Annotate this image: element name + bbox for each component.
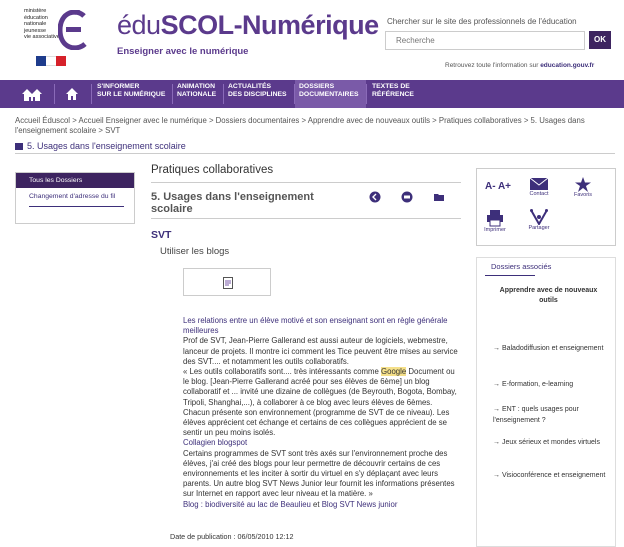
nav-line: ACTUALITÉS bbox=[228, 83, 272, 90]
site-header bbox=[0, 0, 624, 80]
nav-separator bbox=[91, 84, 92, 104]
search-input[interactable] bbox=[385, 31, 585, 50]
nav-line: ANIMATION bbox=[177, 83, 216, 90]
publication-date: Date de publication : 06/05/2010 12:12 bbox=[170, 532, 294, 541]
page-heading-text: 5. Usages dans l'enseignement scolaire bbox=[27, 141, 186, 151]
contact-button[interactable] bbox=[527, 177, 551, 197]
nav-separator bbox=[223, 84, 224, 104]
nav-line: DOSSIERS bbox=[299, 83, 335, 90]
nav-line: SUR LE NUMÉRIQUE bbox=[97, 91, 166, 98]
article-text: Document ou le blog. [Jean-Pierre Gallerand acréé pour ses élèves de 6ème] un blog collaboratif et ... invité une dizaine de collègues (de Beyrouth, Bogota, Bombay, Tripoli, Shanghai,...), à collaborer à ce blog avec leurs élèves de 6èmes. Chacun présente son environnement (programme de SVT de ce niveau). Les élèves apprécient cet échange et certains de ces collègues apprécient de se sentir un peu moins isolés. bbox=[183, 367, 457, 438]
nav-dossiers[interactable] bbox=[295, 80, 366, 108]
tools-panel bbox=[476, 168, 616, 246]
section-title: Pratiques collaboratives bbox=[151, 164, 274, 176]
nav-animation[interactable] bbox=[177, 83, 216, 99]
related-parent-link[interactable]: Apprendre avec de nouveaux outils bbox=[499, 287, 598, 304]
document-thumbnail[interactable] bbox=[183, 268, 271, 296]
article-paragraph: Certains programmes de SVT sont très axés sur l'environnement proche des élèves, j'ai créé des blogs pour leur permettre de découvrir certains de ces environnements et les inciter à sortir du virtuel en s'y déplaçant avec leurs parents. Un autre blog SVT News Junior leur fournit les informations présentes sur Internet en rapport avec leur niveau et la matière. » bbox=[183, 448, 455, 499]
share-icon bbox=[530, 209, 548, 225]
article-lead-link[interactable]: Les relations entre un élève motivé et son enseignant sont en règle générale meilleures bbox=[183, 316, 448, 336]
ministry-line: ministère bbox=[24, 8, 47, 14]
site-logo[interactable] bbox=[117, 10, 379, 41]
divider bbox=[151, 218, 461, 219]
mail-icon bbox=[529, 177, 549, 191]
nav-textes[interactable] bbox=[372, 83, 414, 99]
usage-title: 5. Usages dans l'enseignement scolaire bbox=[151, 191, 314, 215]
subject-heading: SVT bbox=[151, 229, 172, 241]
tool-label: Favoris bbox=[573, 192, 593, 198]
folder-square-icon bbox=[15, 143, 23, 150]
svt-news-junior-link[interactable]: Blog SVT News junior bbox=[321, 499, 398, 509]
tool-label: Partager bbox=[528, 225, 550, 231]
ministry-line: vie associative bbox=[24, 34, 60, 41]
group-home-button[interactable] bbox=[14, 80, 50, 108]
nav-line: NATIONALE bbox=[177, 91, 217, 98]
ministry-text bbox=[24, 8, 60, 41]
main-navbar bbox=[0, 80, 624, 108]
ministry-logo[interactable] bbox=[18, 8, 70, 70]
related-item[interactable]: → ENT : quels usages pour l'enseignement ? bbox=[493, 406, 579, 424]
back-icon[interactable] bbox=[369, 191, 381, 203]
nav-separator bbox=[366, 84, 367, 104]
article-paragraph: Prof de SVT, Jean-Pierre Gallerand est aussi auteur de logiciels, webmestre, lanceur de projets. Il montre ici comment les Tice peuvent être mises au service des SVT.... et notamment les outils collaboratifs. bbox=[183, 336, 458, 366]
related-dossiers-panel bbox=[476, 257, 616, 547]
ministry-line: éducation bbox=[24, 14, 48, 21]
related-item[interactable]: → E-formation, e-learning bbox=[493, 381, 574, 388]
rss-icon[interactable] bbox=[401, 191, 413, 203]
article-body bbox=[183, 316, 458, 510]
divider bbox=[15, 153, 615, 154]
subsection-heading: Utiliser les blogs bbox=[160, 246, 230, 257]
all-dossiers-link[interactable]: Tous les Dossiers bbox=[16, 173, 134, 188]
related-item[interactable]: → Visioconférence et enseignement bbox=[493, 472, 606, 479]
ministry-e-icon bbox=[58, 10, 88, 50]
nav-separator bbox=[172, 84, 173, 104]
ministry-line: nationale bbox=[24, 21, 47, 28]
divider bbox=[151, 182, 461, 183]
related-item[interactable]: → Jeux sérieux et mondes virtuels bbox=[493, 439, 600, 446]
nav-line: RÉFÉRENCE bbox=[372, 91, 414, 98]
nav-line: S'INFORMER bbox=[97, 83, 140, 90]
nav-line: DOCUMENTAIRES bbox=[299, 91, 359, 98]
tool-label: Imprimer bbox=[484, 227, 506, 233]
logo-subtitle: Enseigner avec le numérique bbox=[117, 46, 249, 57]
page-heading bbox=[15, 141, 186, 151]
folder-icon[interactable] bbox=[433, 191, 445, 203]
left-sidebar bbox=[15, 172, 135, 224]
breadcrumb[interactable]: Accueil Éduscol > Accueil Enseigner avec le numérique > Dossiers documentaires > Apprendre avec de nouveaux outils > Pratiques collaboratives > 5. Usages dans l'enseignement scolaire > SVT bbox=[15, 116, 585, 135]
tool-label: Contact bbox=[529, 191, 549, 197]
highlighted-word: Google bbox=[381, 367, 407, 377]
home-icon bbox=[65, 87, 79, 101]
nav-line: TEXTES DE bbox=[372, 83, 410, 90]
group-home-icon bbox=[21, 86, 43, 102]
change-feed-address-link[interactable]: Changement d'adresse du fil bbox=[29, 193, 116, 200]
ministry-line: jeunesse bbox=[24, 27, 47, 34]
french-flag-icon bbox=[36, 56, 66, 66]
star-icon bbox=[575, 177, 591, 192]
collagien-link[interactable]: Collagien blogspot bbox=[183, 438, 248, 448]
related-item[interactable]: → Baladodiffusion et enseignement bbox=[493, 345, 604, 352]
logo-rest: SCOL-Numérique bbox=[160, 10, 379, 40]
nav-line: DES DISCIPLINES bbox=[228, 91, 287, 98]
print-button[interactable] bbox=[483, 209, 507, 233]
retrouvez-line bbox=[445, 62, 594, 69]
divider bbox=[29, 206, 124, 207]
search-ok-button[interactable]: OK bbox=[589, 31, 611, 49]
nav-actualites[interactable] bbox=[228, 83, 287, 99]
divider bbox=[485, 275, 535, 276]
search-label: Chercher sur le site des professionnels de l'éducation bbox=[387, 17, 577, 26]
link-separator: et bbox=[310, 499, 322, 509]
biodiversite-blog-link[interactable]: Blog : biodiversité au lac de Beaulieu bbox=[183, 499, 311, 509]
share-button[interactable] bbox=[527, 209, 551, 231]
printer-icon bbox=[486, 209, 504, 227]
related-dossiers-heading: Dossiers associés bbox=[491, 262, 552, 271]
blog-links bbox=[183, 500, 458, 510]
logo-edu: édu bbox=[117, 10, 161, 40]
nav-sinformer[interactable] bbox=[97, 83, 165, 99]
article-text: « Les outils collaboratifs sont.... très intéressants comme bbox=[183, 367, 382, 377]
article-paragraph bbox=[183, 367, 458, 438]
home-button[interactable] bbox=[54, 80, 90, 108]
document-icon bbox=[223, 277, 233, 289]
favoris-button[interactable] bbox=[571, 177, 595, 198]
retrouvez-text: Retrouvez toute l'information sur bbox=[445, 62, 539, 69]
font-size-toggle[interactable]: A- A+ bbox=[485, 181, 512, 192]
education-gouv-link[interactable]: education.gouv.fr bbox=[540, 62, 595, 69]
